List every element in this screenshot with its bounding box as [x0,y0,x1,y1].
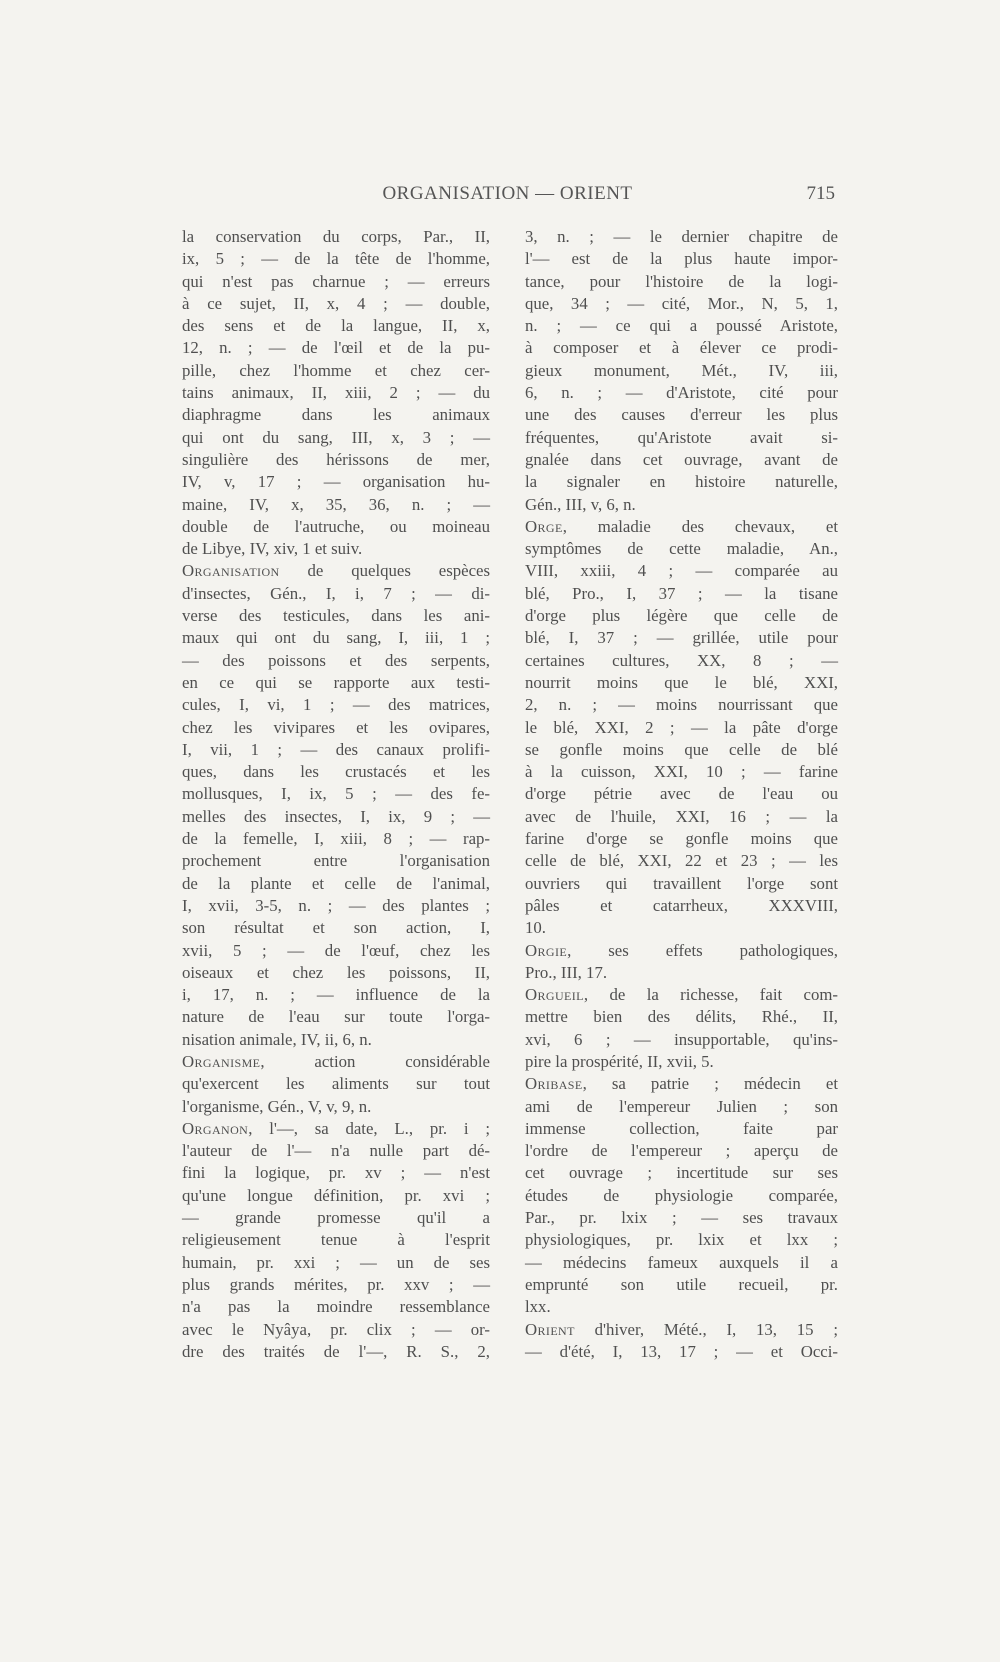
entry-line: nourrit moins que le blé, XXI, [525,672,838,692]
entry-line: diaphragme dans les animaux [182,405,490,425]
entry-line: melles des insectes, I, ix, 9 ; — [182,806,490,826]
entry-line: tance, pour l'histoire de la logi- [525,271,838,291]
entry-line: qu'exercent les aliments sur tout [182,1074,490,1094]
entry-orge [525,516,838,940]
entry-line: ques, dans les crustacés et les [182,762,490,782]
entry-line: pille, chez l'homme et chez cer- [182,360,490,380]
entry-orgie [525,940,838,985]
entry-line: fréquentes, qu'Aristote avait si- [525,427,838,447]
left-column [182,226,490,1363]
entry-line: nature de l'eau sur toute l'orga- [182,1007,490,1027]
headword: Orient [525,1319,575,1339]
entry-line: à la cuisson, XXI, 10 ; — farine [525,762,838,782]
entry-line: — d'été, I, 13, 17 ; — et Occi- [525,1341,838,1361]
entry-line: ix, 5 ; — de la tête de l'homme, [182,249,490,269]
entry-line: avec le Nyâya, pr. clix ; — or- [182,1319,490,1339]
entry-line [525,1319,838,1341]
entry-line: emprunté son utile recueil, pr. [525,1274,838,1294]
entry-line: que, 34 ; — cité, Mor., N, 5, 1, [525,293,838,313]
entry-line: — médecins fameux auxquels il a [525,1252,838,1272]
entry-line: xvii, 5 ; — de l'œuf, chez les [182,940,490,960]
entry-line: 3, n. ; — le dernier chapitre de [525,227,838,246]
entry-line: VIII, xxiii, 4 ; — comparée au [525,561,838,581]
running-title: ORGANISATION — ORIENT [382,183,633,204]
entry-text: , ses effets pathologiques, [567,940,838,960]
entry-line: immense collection, faite par [525,1118,838,1138]
entry-line: Gén., III, v, 6, n. [525,494,636,514]
running-head [180,183,835,211]
entry-line: physiologiques, pr. lxix et lxx ; [525,1230,838,1250]
entry-line: l'auteur de l'— n'a nulle part dé- [182,1141,490,1161]
entry-line: ami de l'empereur Julien ; son [525,1096,838,1116]
entry-line: à ce sujet, II, x, 4 ; — double, [182,293,490,313]
entry-line: d'orge pétrie avec de l'eau ou [525,784,838,804]
right-column [525,226,838,1363]
entry-text: , action considérable [260,1051,490,1071]
entry-organon [182,1118,490,1363]
entry-line: dre des traités de l'—, R. S., 2, [182,1341,490,1361]
entry-line: — des poissons et des serpents, [182,650,490,670]
entry-line [182,1118,490,1140]
entry-line: cet ouvrage ; incertitude sur ses [525,1163,838,1183]
entry-line: farine d'orge se gonfle moins que [525,829,838,849]
entry-line: son résultat et son action, I, [182,918,490,938]
entry-line: maine, IV, x, 35, 36, n. ; — [182,494,490,514]
entry-organon-continued [525,226,838,516]
entry-line: fini la logique, pr. xv ; — n'est [182,1163,490,1183]
entry-line: en ce qui se rapporte aux testi- [182,672,490,692]
entry-line: n. ; — ce qui a poussé Aristote, [525,316,838,336]
entry-line: — grande promesse qu'il a [182,1208,490,1228]
entry-line: le blé, XXI, 2 ; — la pâte d'orge [525,717,838,737]
entry-line: religieusement tenue à l'esprit [182,1230,490,1250]
entry-line: certaines cultures, XX, 8 ; — [525,650,838,670]
entry-organisme [182,1051,490,1118]
entry-text: , de la richesse, fait com- [583,985,838,1005]
entry-line: une des causes d'erreur les plus [525,405,838,425]
entry-line [182,560,490,582]
entry-line: pâles et catarrheux, XXXVIII, [525,895,838,915]
headword: Orgueil [525,985,584,1005]
entry-text: , l'—, sa date, L., pr. i ; [248,1118,490,1138]
entry-line: xvi, 6 ; — insupportable, qu'ins- [525,1029,838,1049]
entry-line: la conservation du corps, Par., II, [182,227,490,246]
entry-line: qui ont du sang, III, x, 3 ; — [182,427,490,447]
entry-line: maux qui ont du sang, I, iii, 1 ; [182,628,490,648]
entry-line [525,940,838,962]
entry-line: avec de l'huile, XXI, 16 ; — la [525,806,838,826]
entry-line [182,1051,490,1073]
entry-line: gnalée dans cet ouvrage, avant de [525,449,838,469]
entry-line: 10. [525,918,546,938]
entry-line: Par., pr. lxix ; — ses travaux [525,1208,838,1228]
entry-text: , maladie des chevaux, et [562,516,838,536]
entry-line: ouvriers qui travaillent l'orge sont [525,873,838,893]
entry-line: prochement entre l'organisation [182,851,490,871]
headword: Organon [182,1118,249,1138]
entry-line: plus grands mérites, pr. xxv ; — [182,1274,490,1294]
entry-line: à composer et à élever ce prodi- [525,338,838,358]
entry-line: de la femelle, I, xiii, 8 ; — rap- [182,829,490,849]
entry-line [525,1073,838,1095]
entry-line: l'ordre de l'empereur ; aperçu de [525,1141,838,1161]
entry-line: études de physiologie comparée, [525,1185,838,1205]
entry-line: IV, v, 17 ; — organisation hu- [182,472,490,492]
entry-line: blé, Pro., I, 37 ; — la tisane [525,583,838,603]
entry-line: n'a pas la moindre ressemblance [182,1297,490,1317]
entry-orient [525,1319,838,1364]
entry-line: de la plante et celle de l'animal, [182,873,490,893]
entry-line: qu'une longue définition, pr. xvi ; [182,1185,490,1205]
entry-line: Pro., III, 17. [525,962,608,982]
headword: Orgie [525,940,568,960]
entry-line: 12, n. ; — de l'œil et de la pu- [182,338,490,358]
entry-line: mollusques, I, ix, 5 ; — des fe- [182,784,490,804]
entry-line: symptômes de cette maladie, An., [525,539,838,559]
entry-line: i, 17, n. ; — influence de la [182,985,490,1005]
entry-line: gieux monument, Mét., IV, iii, [525,360,838,380]
entry-line: lxx. [525,1297,551,1317]
entry-line: l'organisme, Gén., V, v, 9, n. [182,1096,372,1116]
entry-line [525,984,838,1006]
entry-line: 6, n. ; — d'Aristote, cité pour [525,383,838,403]
entry-line: l'— est de la plus haute impor- [525,249,838,269]
entry-line: double de l'autruche, ou moineau [182,516,490,536]
entry-text: , sa patrie ; médecin et [582,1074,838,1094]
entry-organisation [182,560,490,1051]
entry-line: chez les vivipares et les ovipares, [182,717,490,737]
entry-line: I, xvii, 3-5, n. ; — des plantes ; [182,895,490,915]
headword: Organisation [182,561,280,581]
entry-text: d'hiver, Mété., I, 13, 15 ; [574,1319,838,1339]
entry-line: 2, n. ; — moins nourrissant que [525,695,838,715]
entry-line: singulière des hérissons de mer, [182,449,490,469]
entry-line: mettre bien des délits, Rhé., II, [525,1007,838,1027]
entry-line: la signaler en histoire naturelle, [525,472,838,492]
entry-line: humain, pr. xxi ; — un de ses [182,1252,490,1272]
entry-line: verse des testicules, dans les ani- [182,606,490,626]
entry-text: de quelques espèces [279,561,490,581]
entry-line: d'insectes, Gén., I, i, 7 ; — di- [182,583,490,603]
page-number: 715 [806,183,835,204]
entry-line: pire la prospérité, II, xvii, 5. [525,1051,714,1071]
entry-line: qui n'est pas charnue ; — erreurs [182,271,490,291]
entry-line: blé, I, 37 ; — grillée, utile pour [525,628,838,648]
headword: Oribase [525,1074,583,1094]
entry-line [525,516,838,538]
headword: Orge [525,516,563,536]
entry-line: celle de blé, XXI, 22 et 23 ; — les [525,851,838,871]
entry-line: d'orge plus légère que celle de [525,606,838,626]
entry-orgueil [525,984,838,1073]
entry-oribase [525,1073,838,1318]
entry-line: oiseaux et chez les poissons, II, [182,962,490,982]
entry-line: cules, I, vi, 1 ; — des matrices, [182,695,490,715]
entry-line: de Libye, IV, xiv, 1 et suiv. [182,539,363,559]
entry-line: I, vii, 1 ; — des canaux prolifi- [182,739,490,759]
headword: Organisme [182,1051,261,1071]
entry-organisation-continued [182,226,490,560]
entry-line: nisation animale, IV, ii, 6, n. [182,1029,372,1049]
entry-line: se gonfle moins que celle de blé [525,739,838,759]
entry-line: tains animaux, II, xiii, 2 ; — du [182,383,490,403]
entry-line: des sens et de la langue, II, x, [182,316,490,336]
